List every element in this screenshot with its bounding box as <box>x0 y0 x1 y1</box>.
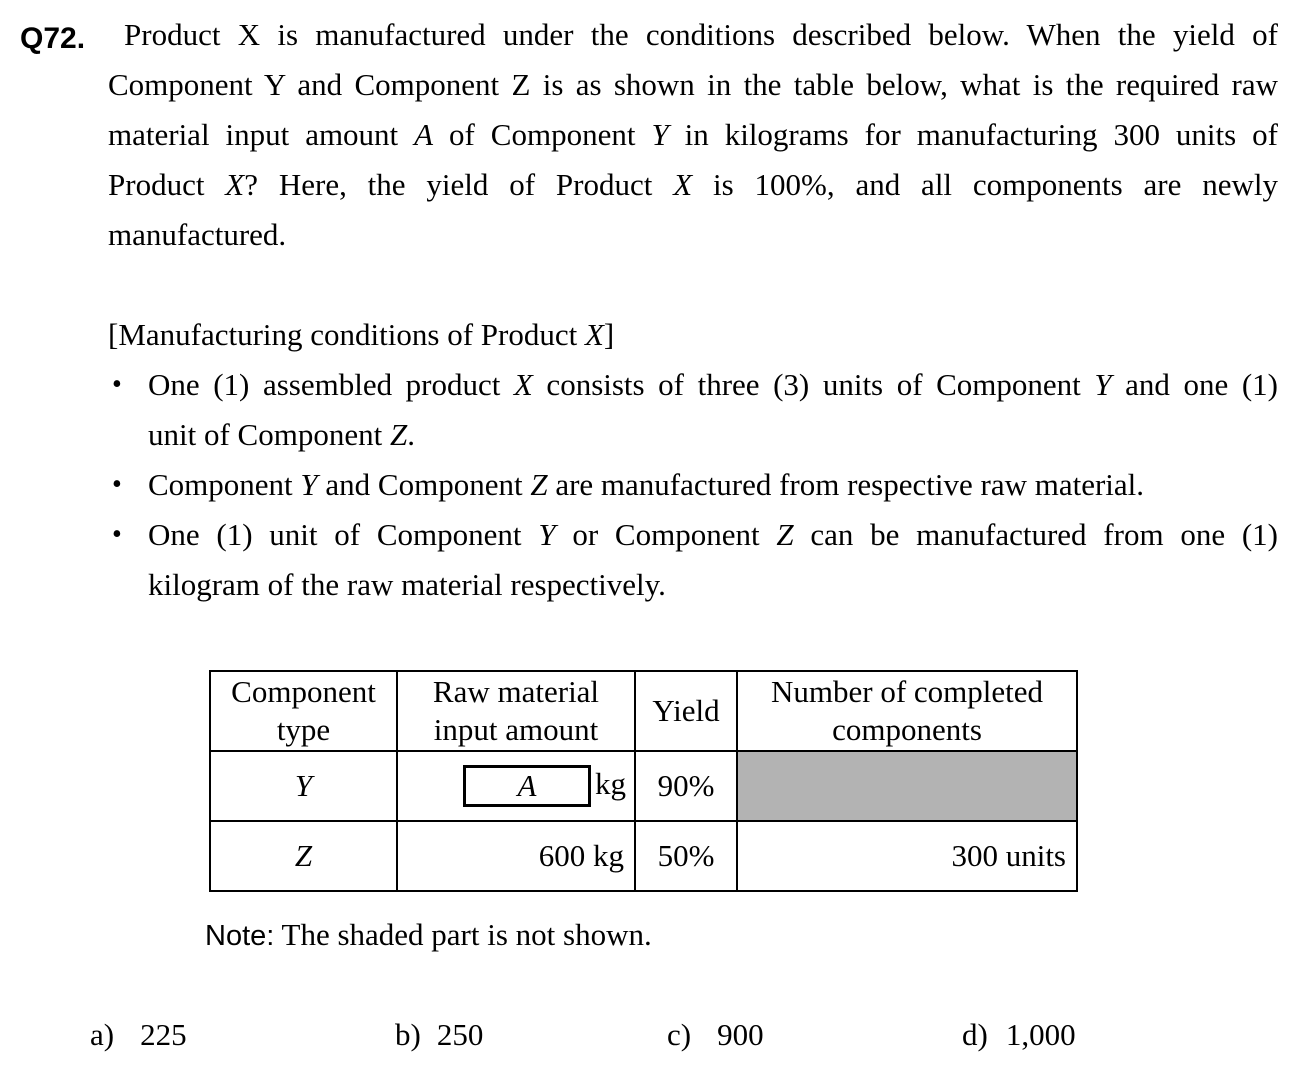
cell-amount-z: 600 kg <box>397 821 635 891</box>
table-header-row <box>210 671 1077 751</box>
header-yield: Yield <box>635 671 737 751</box>
cell-type-y: Y <box>210 751 397 821</box>
stem-line-2: Component Y and Component Z is as shown in the table below, what is the required raw <box>108 67 1278 102</box>
option-d[interactable]: d) 1,000 <box>962 1017 1076 1052</box>
conditions-title: [Manufacturing conditions of Product X] <box>108 317 615 352</box>
header-completed: Number of completed components <box>737 671 1077 751</box>
bullet-icon: • <box>112 369 122 400</box>
cell-type-z: Z <box>210 821 397 891</box>
question-number: Q72. <box>20 22 86 55</box>
condition-item: • One (1) assembled product X consists of three (3) units of Component Y and one (1) unit of Component Z. <box>108 360 1278 460</box>
header-component-type: Component type <box>210 671 397 751</box>
option-b[interactable]: b) 250 <box>395 1017 484 1052</box>
component-table <box>209 670 1078 892</box>
cell-yield-z: 50% <box>635 821 737 891</box>
option-a[interactable]: a) 225 <box>90 1017 187 1052</box>
stem-line-4: Product X? Here, the yield of Product X is 100%, and all components are newly <box>108 167 1279 202</box>
answer-box: A <box>463 765 591 807</box>
table-note: Note: The shaded part is not shown. <box>205 917 652 952</box>
cell-completed-z: 300 units <box>737 821 1077 891</box>
conditions-list <box>108 360 1278 610</box>
header-raw-material: Raw material input amount <box>397 671 635 751</box>
stem-line-1: Product X is manufactured under the conditions described below. When the yield of <box>124 17 1278 52</box>
table-row <box>210 751 1077 821</box>
stem-line-5: manufactured. <box>108 217 287 252</box>
cell-completed-y-shaded <box>737 751 1077 821</box>
condition-item: • One (1) unit of Component Y or Component Z can be manufactured from one (1) kilogram of the raw material respectively. <box>108 510 1278 610</box>
bullet-icon: • <box>112 469 122 500</box>
option-c[interactable]: c) 900 <box>667 1017 764 1052</box>
table-row <box>210 821 1077 891</box>
cell-amount-y: A kg <box>397 751 635 821</box>
question-stem <box>108 10 1278 260</box>
stem-line-3: material input amount A of Component Y in kilograms for manufacturing 300 units of <box>108 117 1278 152</box>
condition-item: • Component Y and Component Z are manufactured from respective raw material. <box>108 460 1278 510</box>
cell-yield-y: 90% <box>635 751 737 821</box>
bullet-icon: • <box>112 519 122 550</box>
